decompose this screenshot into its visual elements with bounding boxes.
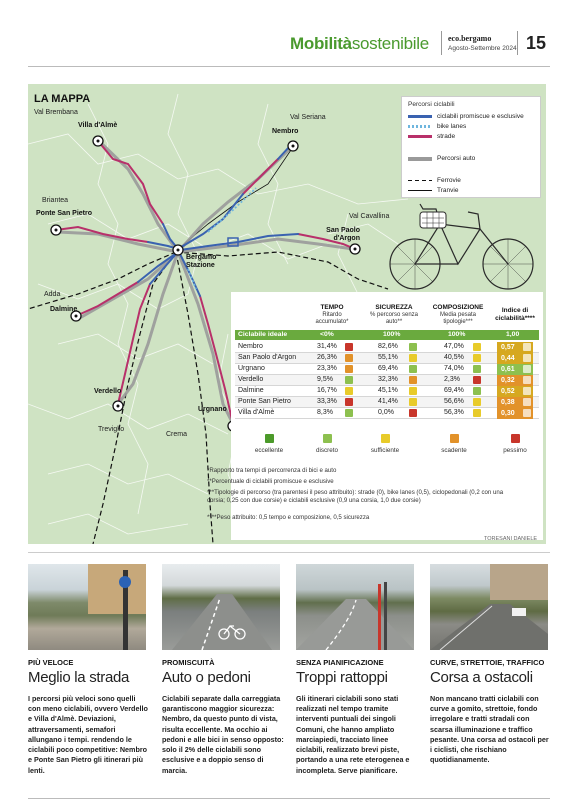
article-kicker: PROMISCUITÀ [162,658,215,667]
cyclability-index: 0,44 [497,353,533,364]
cell-sicurezza: 69,4% [378,365,398,372]
footnote: **Percentuale di ciclabili promiscue e esclusive [207,478,334,485]
cell-composizione: 2,3% [444,376,460,383]
row-name: Ponte San Pietro [238,398,291,405]
article-kicker: SENZA PIANIFICAZIONE [296,658,384,667]
rating-thumb-icon [523,398,531,406]
cyclability-index: 0,30 [497,408,533,419]
article-kicker: PIÙ VELOCE [28,658,74,667]
article-photo [28,564,146,650]
rating-thumb-icon [345,409,353,417]
scale-thumb-icon [381,434,390,443]
cell-sicurezza: 45,1% [378,387,398,394]
page-header [0,0,580,62]
cell-sicurezza: 0,0% [378,409,394,416]
publication-name: eco.bergamo [448,34,492,43]
area-label: Adda [44,291,61,298]
rating-thumb-icon [345,354,353,362]
article-headline: Auto o pedoni [162,669,251,686]
city-label: Ponte San Pietro [36,210,93,217]
article-headline: Meglio la strada [28,669,130,686]
city-label: Verdello [94,388,122,395]
rating-thumb-icon [345,343,353,351]
legend-item: bike lanes [408,123,466,130]
area-label: Val Seriana [290,114,326,121]
cell-tempo: 33,3% [317,398,337,405]
area-label: Briantea [42,197,69,204]
scale-label: eccellente [254,447,284,454]
footer-rule [28,798,550,799]
row-name: San Paolo d'Argon [238,354,297,361]
row-name: Urgnano [238,365,265,372]
cell-composizione: 74,0% [444,365,464,372]
cell-composizione: 56,3% [444,409,464,416]
ideal-row: Ciclabile ideale <0% 100% 100% 1,00 [235,330,539,340]
rating-thumb-icon [523,354,531,362]
cell-sicurezza: 41,4% [378,398,398,405]
legend-item: strade [408,133,455,140]
article-headline: Corsa a ostacoli [430,669,533,686]
legend-swatch [408,135,432,138]
rating-thumb-icon [523,387,531,395]
article-body: Gli itinerari ciclabili sono stati realizzati nel tempo tramite interventi puntuali dei singoli Comuni, che hanno ampliato marciapiedi, tracciato linee ciclabili, realizzato brevi piste, portando a una rete eterogenea e incompleta. Serve pianificare. [296,694,410,775]
rating-thumb-icon [409,387,417,395]
rating-thumb-icon [523,343,531,351]
cell-tempo: 9,5% [317,376,333,383]
section-divider [28,552,550,553]
road-icon [430,564,548,650]
cell-composizione: 47,0% [444,343,464,350]
city-label: Bergamo Stazione [186,254,217,270]
rating-thumb-icon [473,354,481,362]
city-label: Nembro [272,128,299,135]
cell-tempo: 8,3% [317,409,333,416]
article-photo [296,564,414,650]
area-label: Val Cavallina [349,213,390,220]
cell-composizione: 40,5% [444,354,464,361]
section-brand [290,34,429,54]
rating-thumb-icon [345,376,353,384]
scale-thumb-icon [265,434,274,443]
city-label: Villa d'Almè [78,122,118,129]
header-rule [28,66,550,67]
header-divider [441,31,442,55]
article-photo [430,564,548,650]
legend-item: Ferrovie [408,177,461,184]
cyclability-index: 0,57 [497,342,533,353]
legend-swatch [408,190,432,191]
column-header: Indice di ciclabilità**** [495,307,535,323]
cell-tempo: 26,3% [317,354,337,361]
table-row [235,342,539,353]
legend-swatch [408,180,432,182]
article-body: Non mancano tratti ciclabili con curve a gomito, strettoie, fondo irregolare e tratti stradali con scarsa illuminazione e traffico pesante. Una corsa ad ostacoli per i ciclisti, che rischiano quotidianamente. [430,694,549,765]
table-row [235,397,539,408]
rating-thumb-icon [409,343,417,351]
rating-thumb-icon [473,376,481,384]
cyclability-index: 0,32 [497,375,533,386]
legend-swatch [408,157,432,161]
table-row [235,386,539,397]
article-kicker: CURVE, STRETTOIE, TRAFFICO [430,658,545,667]
scale-label: pessimo [503,447,527,454]
cell-composizione: 56,6% [444,398,464,405]
article-photo [162,564,280,650]
city-label: Urgnano [198,406,227,413]
rating-thumb-icon [409,376,417,384]
cell-tempo: 16,7% [317,387,337,394]
rating-thumb-icon [345,398,353,406]
legend-item: Tranvie [408,187,458,194]
column-header: COMPOSIZIONE Media pesata tipologie*** [432,304,484,326]
scale-label: discreto [315,447,339,454]
rating-thumb-icon [345,387,353,395]
column-header: SICUREZZA % percorso senza auto** [369,304,419,326]
cyclability-index: 0,38 [497,397,533,408]
rating-thumb-icon [523,376,531,384]
page-number: 15 [526,33,547,53]
legend-title: Percorsi ciclabili [408,101,455,108]
city-label: Dalmine [50,306,78,313]
map-legend [401,96,541,198]
rating-thumb-icon [523,365,531,373]
bicycle-icon [390,204,533,289]
rating-thumb-icon [523,409,531,417]
map-title: LA MAPPA [34,93,91,105]
article-column [430,564,552,766]
rating-thumb-icon [473,343,481,351]
cell-sicurezza: 55,1% [378,354,398,361]
issue-date: Agosto-Settembre 2024 [448,45,517,52]
row-name: Verdello [238,376,264,383]
article-column [296,564,418,776]
row-name: Dalmine [238,387,264,394]
scale-thumb-icon [511,434,520,443]
cycling-map [28,84,546,544]
area-label: Crema [166,431,188,438]
rating-thumb-icon [473,398,481,406]
city-label: San Paolo d'Argon [326,227,360,243]
article-body: Ciclabili separate dalla carreggiata garantiscono maggior sicurezza: Nembro, da questo punto di vista, risulta eccellente. Ma occhio ai pedoni e alle bici in senso opposto: solo il 2% delle ciclabili sono esclusive e a doppio senso di marcia. [162,694,284,775]
article-column [162,564,284,776]
header-divider [517,31,518,55]
column-header: TEMPO Ritardo accumulato* [315,304,349,326]
article-body: I percorsi più veloci sono quelli con meno ciclabili, ovvero Verdello e Villa d'Almè. Deviazioni, attraversamenti, semafori allungano i tempi. rendendo le ciclabili poco competitive: Nembro e Ponte San Pietro gli itinerari più lenti. [28,694,148,775]
table-row [235,364,539,375]
footnote: ****Peso attribuito: 0,5 tempo e composizione, 0,5 sicurezza [207,514,370,521]
table-row [235,408,539,419]
footnote: ***Tipologie di percorso (tra parentesi il peso attribuito): strade (0), bike lanes (0,5), ciclopedonali (0,2 con una corsia; 0,25 con due corsie) e ciclabili esclusive (0,9 una corsia, 1,0 due corsie) [207,489,504,504]
article-column [28,564,150,776]
rating-thumb-icon [345,365,353,373]
rating-thumb-icon [409,354,417,362]
photo-building [88,564,146,614]
scale-thumb-icon [450,434,459,443]
cyclability-index: 0,52 [497,386,533,397]
bike-lane-icon [162,564,280,650]
footnote: *Rapporto tra tempi di percorrenza di bici e auto [207,467,337,474]
legend-swatch [408,125,432,128]
cell-composizione: 69,4% [444,387,464,394]
area-label: Val Brembana [34,109,78,116]
legend-swatch [408,115,432,118]
cyclability-index: 0,61 [497,364,533,375]
brand-part2: sostenibile [351,34,429,53]
area-label: Treviglio [98,426,125,433]
rating-thumb-icon [409,365,417,373]
rating-thumb-icon [409,409,417,417]
row-name: Nembro [238,343,263,350]
scale-label: scadente [441,447,467,454]
table-row [235,353,539,364]
rating-thumb-icon [473,387,481,395]
legend-item: Percorsi auto [408,155,475,162]
graphic-credit: TORESANI DANIELE [484,536,538,542]
scale-thumb-icon [323,434,332,443]
table-row [235,375,539,386]
cell-sicurezza: 32,3% [378,376,398,383]
cell-sicurezza: 82,6% [378,343,398,350]
scale-label: sufficiente [370,447,400,454]
bike-sign-icon [119,576,131,588]
brand-part1: Mobilità [290,34,352,53]
rating-thumb-icon [409,398,417,406]
rating-thumb-icon [473,365,481,373]
cell-tempo: 31,4% [317,343,337,350]
legend-item: ciclabili promiscue e esclusive [408,113,524,120]
cell-tempo: 23,3% [317,365,337,372]
path-icon [296,564,414,650]
article-headline: Troppi rattoppi [296,669,388,686]
row-name: Villa d'Almè [238,409,275,416]
rating-thumb-icon [473,409,481,417]
